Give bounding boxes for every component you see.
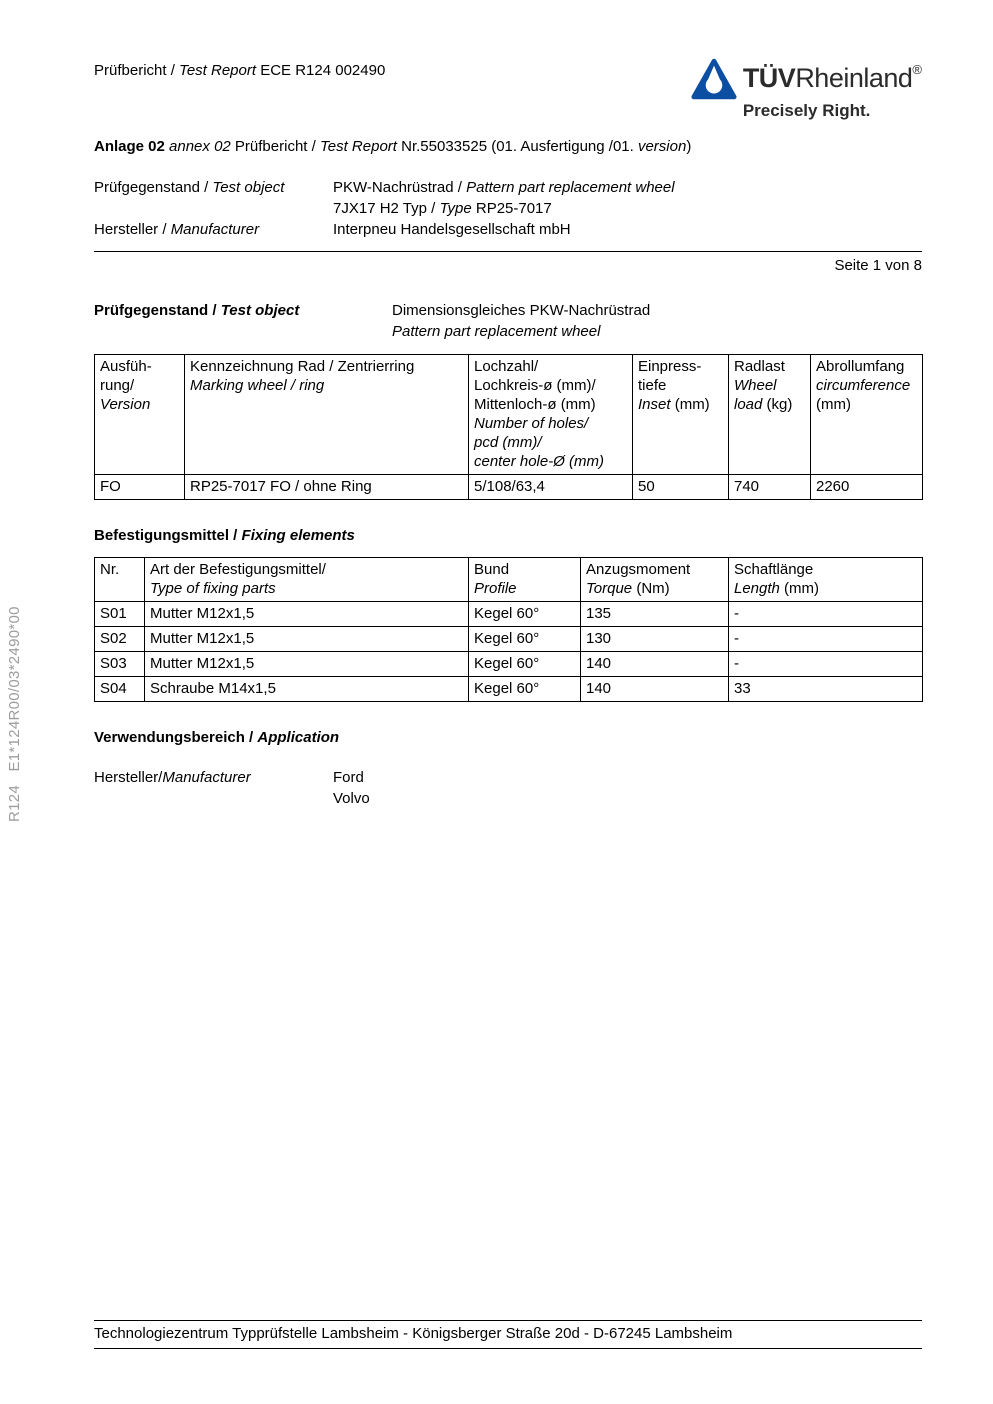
report-title-code: ECE R124 002490: [256, 62, 386, 79]
hunit: (mm): [779, 580, 820, 597]
cell-version: FO: [95, 475, 185, 500]
hline: Version: [100, 396, 151, 413]
header-torque: [581, 558, 729, 602]
cell-length: -: [729, 627, 923, 652]
hline: Bund: [474, 561, 510, 578]
test-object-label: [94, 177, 333, 219]
description-de: Dimensionsgleiches PKW-Nachrüstrad: [392, 302, 651, 319]
footer-text: Technologiezentrum Typprüfstelle Lambsheim - Königsberger Straße 20d - D-67245 Lambsheim: [94, 1325, 733, 1342]
hline: Lochzahl/: [474, 358, 539, 375]
heading-en: Fixing elements: [241, 527, 355, 544]
application-manufacturer-values: [333, 767, 370, 809]
heading-de: Prüfgegenstand /: [94, 302, 221, 319]
annex-number: Nr.55033525 (01. Ausfertigung /01.: [401, 138, 638, 155]
label-de: Prüfgegenstand /: [94, 179, 213, 196]
hunit: (mm): [670, 396, 710, 413]
info-row-manufacturer: [94, 219, 922, 240]
page-header: [94, 58, 922, 124]
page-content: [94, 58, 922, 809]
hline: [734, 395, 805, 414]
logo-text-rheinland: Rheinland: [795, 63, 913, 93]
hline: pcd (mm)/: [474, 434, 542, 451]
cell-type: Mutter M12x1,5: [145, 602, 469, 627]
header-circumference: [811, 355, 923, 475]
cell-profile: Kegel 60°: [469, 677, 581, 702]
hword: Inset: [638, 396, 671, 413]
cell-length: -: [729, 602, 923, 627]
cell-type: Schraube M14x1,5: [145, 677, 469, 702]
annex-normal-3: ): [686, 138, 692, 155]
hword: Torque: [586, 580, 633, 597]
wheel-table-data-row: [95, 475, 923, 500]
annex-italic-1: annex 02: [169, 138, 235, 155]
test-object-section: [94, 300, 922, 342]
hline: Abrollumfang: [816, 358, 905, 375]
table-row: [95, 627, 923, 652]
hline: (mm): [816, 396, 851, 413]
cell-holes: 5/108/63,4: [469, 475, 633, 500]
logo-text-tuv: TÜV: [742, 63, 796, 93]
hunit: (kg): [762, 396, 793, 413]
header-version: [95, 355, 185, 475]
label-en: Manufacturer: [170, 221, 260, 238]
test-object-value: [333, 177, 675, 219]
report-title: [94, 58, 385, 79]
hline: Radlast: [734, 358, 785, 375]
hline: Profile: [474, 580, 517, 597]
annex-normal-1: Prüfbericht /: [234, 138, 320, 155]
section-heading-test-object: [94, 300, 392, 342]
type-word: Type: [439, 200, 472, 217]
hline: Number of holes/: [474, 415, 589, 432]
wheel-specification-table: [94, 354, 923, 500]
fixing-table-header-row: [95, 558, 923, 602]
section-heading-fixing-elements: [94, 527, 922, 544]
hline: [734, 579, 917, 598]
heading-de: Befestigungsmittel /: [94, 527, 242, 544]
cell-nr: S01: [95, 602, 145, 627]
logo-registered-mark: ®: [912, 62, 922, 77]
manufacturer-ford: Ford: [333, 769, 364, 786]
hline: Einpress-: [638, 358, 702, 375]
manufacturer-value: Interpneu Handelsgesellschaft mbH: [333, 221, 571, 238]
header-holes: [469, 355, 633, 475]
header-marking: [185, 355, 469, 475]
hline: Anzugsmoment: [586, 561, 691, 578]
hline: [586, 579, 723, 598]
cell-nr: S02: [95, 627, 145, 652]
hline: [638, 395, 723, 414]
label-de: Hersteller /: [94, 221, 171, 238]
hline: rung/: [100, 377, 135, 394]
page-number: Seite 1 von 8: [834, 257, 922, 274]
hline: Marking wheel / ring: [190, 377, 325, 394]
header-inset: [633, 355, 729, 475]
application-manufacturer-label: [94, 767, 333, 809]
header-profile: [469, 558, 581, 602]
logo-tagline: Precisely Right.: [742, 101, 871, 120]
cell-nr: S04: [95, 677, 145, 702]
value-de: PKW-Nachrüstrad /: [333, 179, 467, 196]
heading-en: Test object: [220, 302, 300, 319]
value-en: Pattern part replacement wheel: [466, 179, 675, 196]
cell-torque: 130: [581, 627, 729, 652]
margin-reference-number: R124 E1*124R00/03*2490*00: [6, 606, 23, 822]
header-length: [729, 558, 923, 602]
cell-profile: Kegel 60°: [469, 602, 581, 627]
application-manufacturer-row: [94, 767, 922, 809]
info-row-test-object: [94, 177, 922, 219]
test-object-line-1: [333, 177, 675, 198]
hline: Wheel: [734, 377, 777, 394]
header-wheel-load: [729, 355, 811, 475]
header-nr: Nr.: [95, 558, 145, 602]
test-object-line-2: [333, 198, 675, 219]
label-en: Manufacturer: [162, 769, 251, 786]
label-de: Hersteller/: [94, 769, 163, 786]
hline: Ausfüh-: [100, 358, 152, 375]
report-title-prefix: Prüfbericht /: [94, 62, 180, 79]
hline: Kennzeichnung Rad / Zentrierring: [190, 358, 415, 375]
header-fixing-type: [145, 558, 469, 602]
wheel-table-header-row: [95, 355, 923, 475]
hword: Length: [734, 580, 780, 597]
hline: circumference: [816, 377, 911, 394]
test-object-description: [392, 300, 650, 342]
description-en: Pattern part replacement wheel: [392, 323, 601, 340]
heading-de: Verwendungsbereich /: [94, 729, 258, 746]
cell-marking: RP25-7017 FO / ohne Ring: [185, 475, 469, 500]
logo-row: [691, 58, 922, 100]
cell-profile: Kegel 60°: [469, 652, 581, 677]
cell-nr: S03: [95, 652, 145, 677]
hword: load: [734, 396, 763, 413]
hline: Art der Befestigungsmittel/: [150, 561, 326, 578]
cell-type: Mutter M12x1,5: [145, 627, 469, 652]
type-code: RP25-7017: [471, 200, 552, 217]
hline: Mittenloch-ø (mm): [474, 396, 596, 413]
tuv-triangle-icon: [691, 58, 737, 100]
horizontal-divider: [94, 251, 922, 252]
cell-inset: 50: [633, 475, 729, 500]
cell-wheel-load: 740: [729, 475, 811, 500]
annex-italic-2: Test Report: [319, 138, 402, 155]
heading-en: Application: [257, 729, 340, 746]
hunit: (Nm): [632, 580, 670, 597]
report-title-italic: Test Report: [179, 62, 257, 79]
table-row: [95, 677, 923, 702]
table-row: [95, 652, 923, 677]
cell-torque: 140: [581, 677, 729, 702]
manufacturer-label: [94, 219, 333, 240]
annex-line: [94, 138, 922, 155]
wheel-size: 7JX17 H2 Typ /: [333, 200, 440, 217]
table-row: [95, 602, 923, 627]
cell-torque: 135: [581, 602, 729, 627]
manufacturer-volvo: Volvo: [333, 790, 370, 807]
cell-circumference: 2260: [811, 475, 923, 500]
label-en: Test object: [212, 179, 285, 196]
hline: Schaftlänge: [734, 561, 814, 578]
tuv-rheinland-logo: [691, 58, 922, 121]
cell-type: Mutter M12x1,5: [145, 652, 469, 677]
hline: Lochkreis-ø (mm)/: [474, 377, 596, 394]
test-object-info-block: [94, 177, 922, 240]
footer-address: [94, 1320, 922, 1349]
annex-italic-3: version: [637, 138, 687, 155]
hline: tiefe: [638, 377, 667, 394]
hline: Type of fixing parts: [150, 580, 276, 597]
cell-length: -: [729, 652, 923, 677]
section-heading-application: [94, 729, 922, 746]
cell-torque: 140: [581, 652, 729, 677]
annex-bold: Anlage 02: [94, 138, 170, 155]
hline: center hole-Ø (mm): [474, 453, 605, 470]
cell-profile: Kegel 60°: [469, 627, 581, 652]
fixing-elements-table: [94, 557, 923, 702]
cell-length: 33: [729, 677, 923, 702]
